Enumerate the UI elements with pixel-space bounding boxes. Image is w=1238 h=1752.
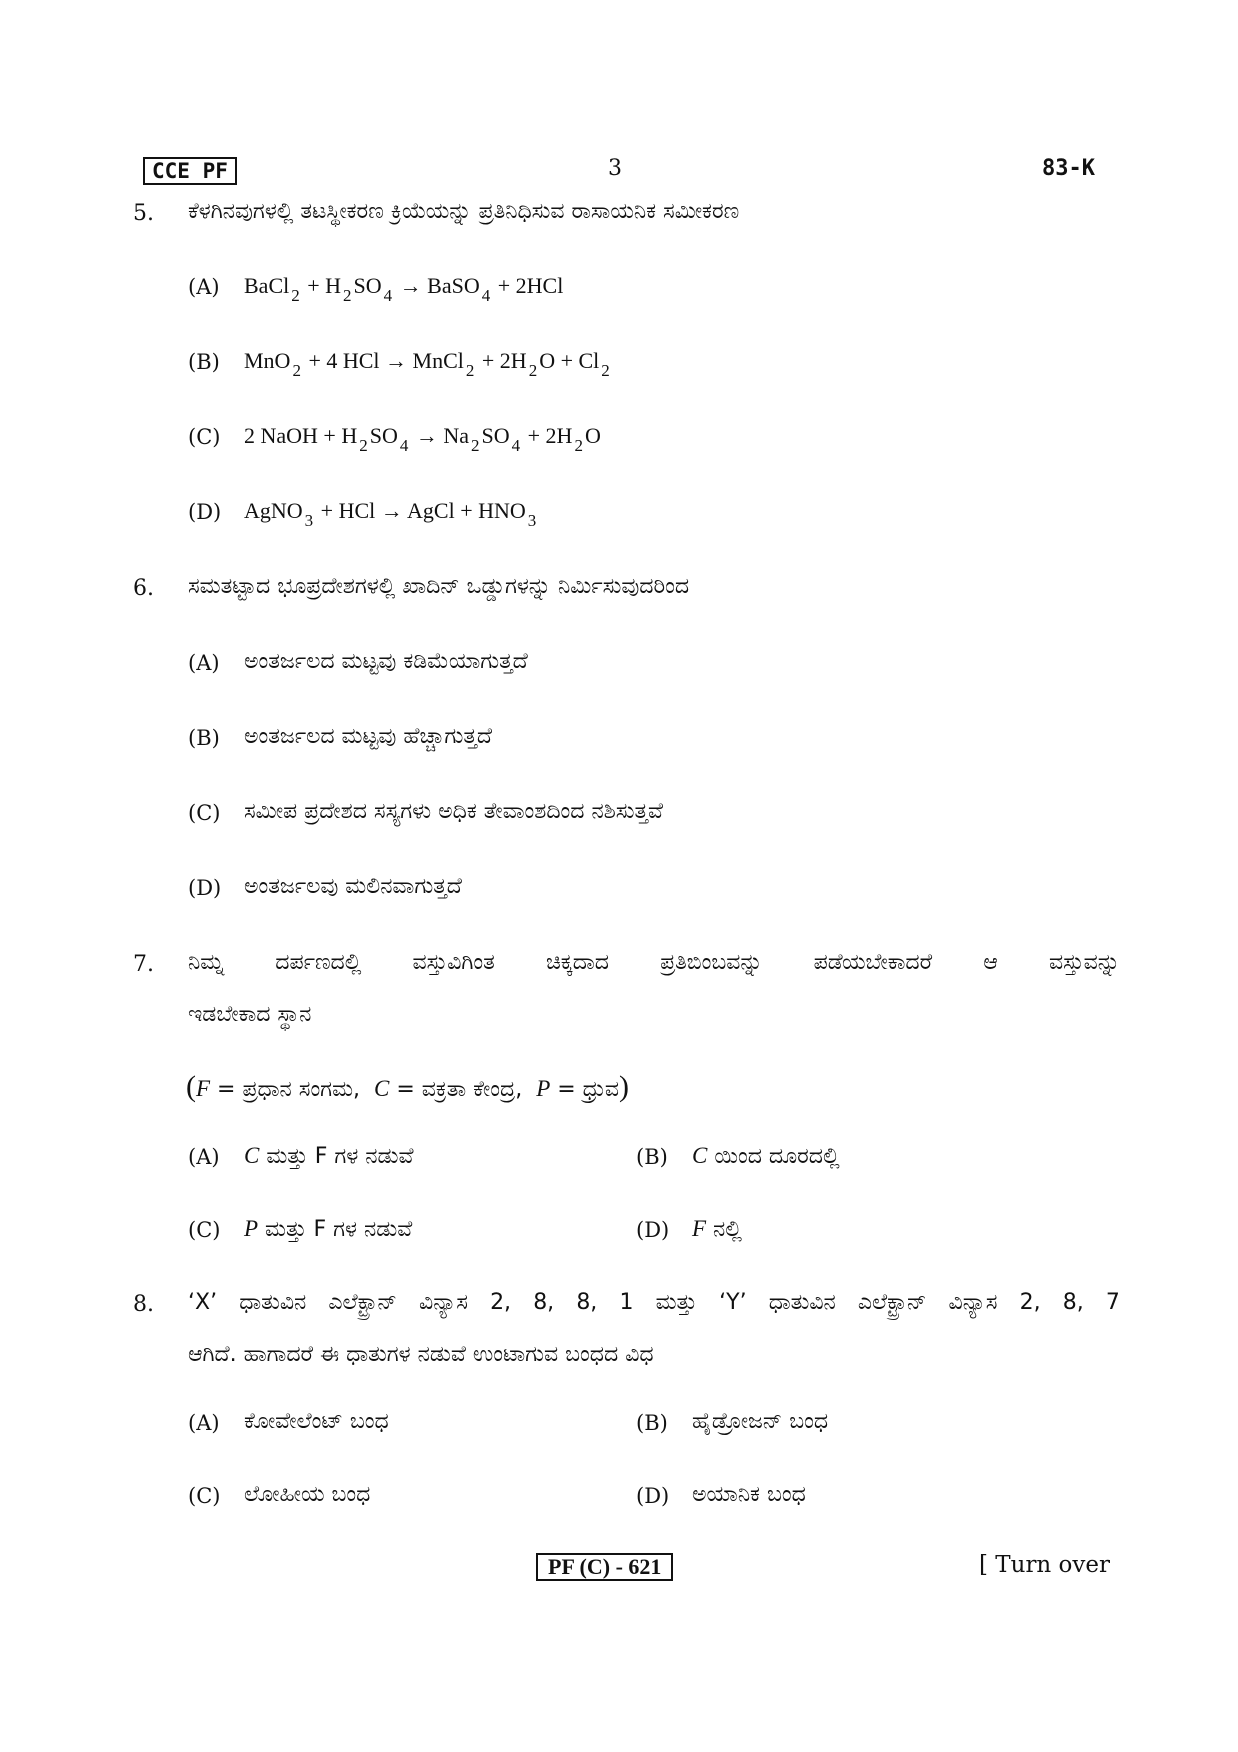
formula-subscript: 2 <box>465 361 475 380</box>
legend-f-definition: = ಪ್ರಧಾನ ಸಂಗಮ, <box>210 1077 361 1102</box>
q8-option-b-text: ಹೈಡ್ರೋಜನ್ ಬಂಧ <box>692 1409 829 1434</box>
q8-option-c-text: ಲೋಹೀಯ ಬಂಧ <box>244 1482 371 1507</box>
formula-subscript: 2 <box>291 286 300 305</box>
q7-option-d-letter: (D) <box>636 1218 670 1242</box>
formula-subscript: 3 <box>527 511 537 530</box>
legend-c-symbol: C <box>374 1076 390 1101</box>
q7-option-c-letter: (C) <box>188 1218 221 1242</box>
q8-text-line2: ಆಗಿದೆ. ಹಾಗಾದರೆ ಈ ಧಾತುಗಳ ನಡುವೆ ಉಂಟಾಗುವ ಬಂಧದ ವಿಧ <box>188 1342 654 1367</box>
q7-word: ಆ <box>983 950 998 975</box>
q8-word: 1 <box>619 1290 634 1315</box>
q8-word: ಎಲೆಕ್ಟ್ರಾನ್ <box>328 1290 397 1315</box>
legend-p-definition: = ಧ್ರುವ <box>550 1077 619 1102</box>
formula-subscript: 3 <box>304 511 314 530</box>
formula-text: BaCl <box>244 273 290 298</box>
q7-word: ವಸ್ತುವನ್ನು <box>1048 950 1120 975</box>
q6-option-c-text: ಸಮೀಪ ಪ್ರದೇಶದ ಸಸ್ಯಗಳು ಅಧಿಕ ತೇವಾಂಶದಿಂದ ನಶಿಸುತ್ತವೆ <box>244 799 663 824</box>
paper-code-box: CCE PF <box>143 157 237 185</box>
page-number: 3 <box>608 156 622 181</box>
q8-word: ವಿನ್ಯಾಸ <box>948 1290 998 1315</box>
formula-text: → BaSO <box>394 273 480 298</box>
option-text: ನಲ್ಲಿ <box>706 1217 742 1242</box>
q8-word: 8, <box>533 1290 555 1315</box>
q7-word: ಪ್ರತಿಬಿಂಬವನ್ನು <box>660 950 763 975</box>
formula-text: SO <box>369 423 398 448</box>
legend-p-symbol: P <box>536 1076 551 1101</box>
q8-word: 8, <box>576 1290 598 1315</box>
q8-word: ಧಾತುವಿನ <box>768 1290 836 1315</box>
q7-word: ಪಡೆಯಬೇಕಾದರೆ <box>813 950 933 975</box>
option-symbol: F <box>692 1216 707 1241</box>
formula-text: MnO <box>244 348 291 373</box>
formula-text: O + Cl <box>539 348 600 373</box>
formula-text: → Na <box>410 423 470 448</box>
formula-subscript: 2 <box>359 436 368 455</box>
option-symbol: C <box>692 1143 708 1168</box>
q5-option-d-letter: (D) <box>188 500 222 524</box>
q7-option-a-letter: (A) <box>188 1145 220 1169</box>
formula-text: SO <box>353 273 382 298</box>
formula-subscript: 4 <box>511 436 521 455</box>
formula-subscript: 2 <box>528 361 538 380</box>
q7-word: ವಸ್ತುವಿಗಿಂತ <box>412 950 495 975</box>
q7-option-c-text <box>244 1216 412 1242</box>
q7-text-line1 <box>188 950 1120 975</box>
turn-over-label: [ Turn over <box>979 1552 1111 1578</box>
formula-text: + 2H <box>476 348 527 373</box>
formula-text: + H <box>301 273 342 298</box>
formula-text: SO <box>481 423 510 448</box>
q7-word: ಚಿಕ್ಕದಾದ <box>545 950 609 975</box>
q6-option-a-text: ಅಂತರ್ಜಲದ ಮಟ್ಟವು ಕಡಿಮೆಯಾಗುತ್ತದೆ <box>244 649 528 674</box>
q7-option-b-letter: (B) <box>636 1145 668 1169</box>
q5-option-c-letter: (C) <box>188 425 221 449</box>
formula-text: AgNO <box>244 498 303 523</box>
q8-word: ಎಲೆಕ್ಟ್ರಾನ್ <box>857 1290 927 1315</box>
q5-text: ಕೆಳಗಿನವುಗಳಲ್ಲಿ ತಟಸ್ಥೀಕರಣ ಕ್ರಿಯೆಯನ್ನು ಪ್ರತಿನಿಧಿಸುವ ರಾಸಾಯನಿಕ ಸಮೀಕರಣ <box>188 199 740 224</box>
q6-option-d-letter: (D) <box>188 876 222 900</box>
q5-option-a-equation <box>244 273 564 305</box>
option-symbol: C <box>244 1143 260 1168</box>
formula-subscript: 4 <box>481 286 491 305</box>
q8-option-d-text: ಅಯಾನಿಕ ಬಂಧ <box>692 1482 806 1507</box>
formula-text: + 4 HCl → MnCl <box>302 348 464 373</box>
formula-subscript: 2 <box>343 286 352 305</box>
option-text: ಮತ್ತು F ಗಳ ನಡುವೆ <box>258 1217 413 1242</box>
q7-text-line2: ಇಡಬೇಕಾದ ಸ್ಥಾನ <box>188 1002 312 1027</box>
q8-option-c-letter: (C) <box>188 1484 221 1508</box>
q8-word: 2, <box>490 1290 512 1315</box>
q7-option-b-text <box>692 1143 840 1169</box>
q8-word: 7 <box>1105 1290 1120 1315</box>
q8-word: ‘X’ <box>188 1290 218 1315</box>
q8-option-a-text: ಕೋವೇಲೆಂಟ್ ಬಂಧ <box>244 1409 389 1434</box>
q7-legend <box>186 1070 629 1104</box>
formula-text: + HCl → AgCl + HNO <box>315 498 526 523</box>
formula-subscript: 4 <box>383 286 393 305</box>
q8-word: ಮತ್ತು <box>655 1290 698 1315</box>
q7-number: 7. <box>133 952 154 977</box>
formula-text: O <box>584 423 601 448</box>
q8-word: ವಿನ್ಯಾಸ <box>419 1290 468 1315</box>
q6-option-b-letter: (B) <box>188 726 220 750</box>
legend-close-paren: ) <box>618 1070 629 1103</box>
footer-code-box: PF (C) - 621 <box>536 1553 673 1581</box>
formula-text: 2 NaOH + H <box>244 423 358 448</box>
formula-subscript: 2 <box>471 436 480 455</box>
q6-number: 6. <box>133 576 154 601</box>
formula-text: + 2HCl <box>492 273 564 298</box>
q6-option-d-text: ಅಂತರ್ಜಲವು ಮಲಿನವಾಗುತ್ತದೆ <box>244 874 462 899</box>
option-text: ಮತ್ತು F ಗಳ ನಡುವೆ <box>259 1144 414 1169</box>
formula-subscript: 2 <box>292 361 301 380</box>
q8-text-line1 <box>188 1290 1120 1315</box>
formula-subscript: 2 <box>601 361 610 380</box>
q8-number: 8. <box>133 1292 154 1317</box>
q8-option-b-letter: (B) <box>636 1411 668 1435</box>
q6-option-a-letter: (A) <box>188 651 220 675</box>
q5-option-d-equation <box>244 498 538 530</box>
q8-word: 8, <box>1062 1290 1084 1315</box>
q7-option-d-text <box>692 1216 742 1242</box>
option-text: ಯಿಂದ ದೂರದಲ್ಲಿ <box>707 1144 840 1169</box>
q6-option-b-text: ಅಂತರ್ಜಲದ ಮಟ್ಟವು ಹೆಚ್ಚಾಗುತ್ತದೆ <box>244 724 492 749</box>
subject-code: 83-K <box>1042 156 1095 181</box>
formula-text: + 2H <box>522 423 573 448</box>
option-symbol: P <box>244 1216 259 1241</box>
legend-c-definition: = ವಕ್ರತಾ ಕೇಂದ್ರ, <box>389 1077 523 1102</box>
q6-text: ಸಮತಟ್ಟಾದ ಭೂಪ್ರದೇಶಗಳಲ್ಲಿ ಖಾದಿನ್ ಒಡ್ಡುಗಳನ್ನು ನಿರ್ಮಿಸುವುದರಿಂದ <box>188 574 690 599</box>
q5-option-c-equation <box>244 423 601 455</box>
q7-option-a-text <box>244 1143 414 1169</box>
q8-word: 2, <box>1019 1290 1041 1315</box>
q6-option-c-letter: (C) <box>188 801 221 825</box>
formula-subscript: 4 <box>399 436 409 455</box>
q8-word: ಧಾತುವಿನ <box>239 1290 307 1315</box>
q5-option-a-letter: (A) <box>188 275 220 299</box>
legend-open-paren: ( <box>186 1070 196 1103</box>
q8-word: ‘Y’ <box>719 1290 747 1315</box>
legend-f-symbol: F <box>196 1076 211 1101</box>
q7-word: ದರ್ಪಣದಲ್ಲಿ <box>275 950 362 975</box>
q5-option-b-letter: (B) <box>188 350 220 374</box>
q7-word: ನಿಮ್ನ <box>188 950 225 975</box>
q8-option-d-letter: (D) <box>636 1484 670 1508</box>
formula-subscript: 2 <box>574 436 583 455</box>
q5-option-b-equation <box>244 348 612 380</box>
q5-number: 5. <box>133 201 154 226</box>
q8-option-a-letter: (A) <box>188 1411 220 1435</box>
